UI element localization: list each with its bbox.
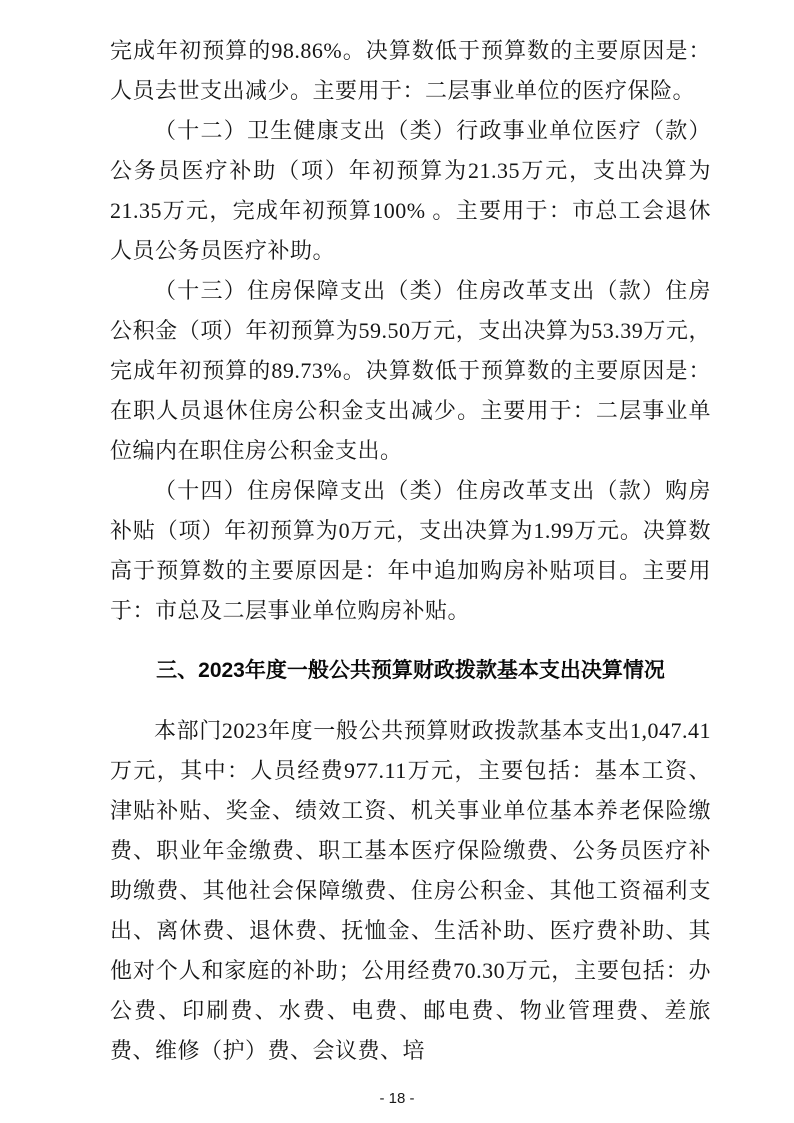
- paragraph-basic-expenditure-breakdown: 本部门2023年度一般公共预算财政拨款基本支出1,047.41万元，其中：人员经费977.11万元，主要包括：基本工资、津贴补贴、奖金、绩效工资、机关事业单位基本养老保险缴费、职业年金缴费、职工基本医疗保险缴费、公务员医疗补助缴费、其他社会保障缴费、住房公积金、其他工资福利支出、离休费、退休费、抚恤金、生活补助、医疗费补助、其他对个人和家庭的补助；公用经费70.30万元，主要包括：办公费、印刷费、水费、电费、邮电费、物业管理费、差旅费、维修（护）费、会议费、培: [110, 718, 711, 1063]
- paragraph-item-14-housing-subsidy: （十四）住房保障支出（类）住房改革支出（款）购房补贴（项）年初预算为0万元，支出决算为1.99万元。决算数高于预算数的主要原因是：年中追加购房补贴项目。主要用于：市总及二层事业单位购房补贴。: [110, 478, 711, 623]
- paragraph-item-13-housing-fund: （十三）住房保障支出（类）住房改革支出（款）住房公积金（项）年初预算为59.50万元，支出决算为53.39万元，完成年初预算的89.73%。决算数低于预算数的主要原因是：在职人员退休住房公积金支出减少。主要用于：二层事业单位编内在职住房公积金支出。: [110, 278, 711, 463]
- page-footer: [0, 1090, 794, 1108]
- section-heading-basic-expenditure: 三、2023年度一般公共预算财政拨款基本支出决算情况: [156, 659, 665, 682]
- paragraph-item-12-health-expenditure: （十二）卫生健康支出（类）行政事业单位医疗（款）公务员医疗补助（项）年初预算为21.35万元，支出决算为21.35万元，完成年初预算100% 。主要用于：市总工会退休人员公务员医疗补助。: [110, 118, 711, 263]
- document-content: [110, 31, 711, 1071]
- page-number: - 18 -: [379, 1090, 415, 1107]
- paragraph-continuation-medical-insurance: 完成年初预算的98.86%。决算数低于预算数的主要原因是：人员去世支出减少。主要用于：二层事业单位的医疗保险。: [110, 38, 711, 103]
